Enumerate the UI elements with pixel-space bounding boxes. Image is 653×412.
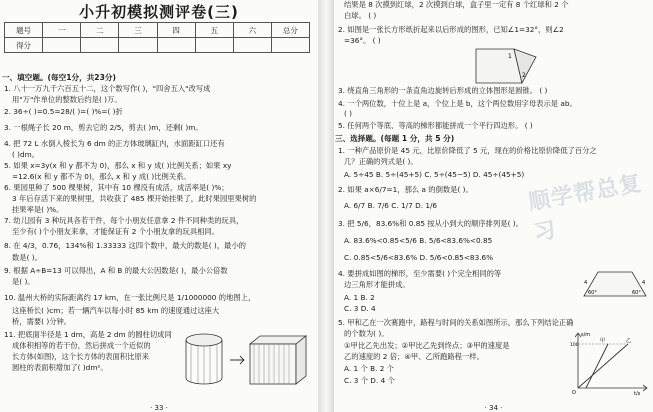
score-header-row <box>5 23 310 38</box>
folded-paper-figure <box>474 47 544 85</box>
page-title: 小升初模拟测评卷(三) <box>79 3 239 21</box>
question-line: 3. 把 5/6，83.6%和 0.85 按从小到大的顺序排列是( )。 <box>338 219 523 228</box>
question-line: =12.6(x 和 y 都不为 0)，那么 x 和 y 成( )比例关系。 <box>12 172 191 181</box>
score-cell: 题号 <box>5 23 43 38</box>
score-input-cell[interactable] <box>43 38 81 53</box>
question-line: 桥，需要( )分钟。 <box>12 317 72 326</box>
trapezoid-side-right: 4 <box>642 280 646 286</box>
question-line: 这座桥长( )cm；若一辆汽车以每小时 85 km 的速度通过这座大 <box>12 306 220 315</box>
option-line: A. 5÷45 B. 5÷(45+5) C. 5÷(45−5) D. 45÷(45+5) <box>344 170 525 179</box>
question-line: 9. 根据 A÷B=13 可以得出，A 和 B 的最大公因数是( )，最小公倍数 <box>4 266 228 275</box>
question-line: 几？正确的列式是( )。 <box>344 157 418 166</box>
graph-x-label: t/s <box>634 391 641 396</box>
question-line: 5. 甲和乙在一次赛跑中，路程与时间的关系如图所示，那么下列结论正确 <box>338 318 574 327</box>
question-line: =36°。 ( ) <box>344 36 381 45</box>
question-line: 结果是 8 次摸到红球，2 次摸到白球，盒子里一定有 8 个红球和 2 个 <box>344 0 569 9</box>
question-line: ①甲比乙先出发；②甲比乙先到终点；③甲的速度是 <box>344 341 510 350</box>
question-line: 2. 36÷( )=0.5=28/( )=( )%=( )折 <box>4 107 123 116</box>
question-line: 1. 八十一万九千六百五十二，这个数写作( )，"四舍五入"改写成 <box>4 84 211 93</box>
page-34 <box>334 0 653 412</box>
question-line: 2. 如果 a×6/7=1，那么 a 的倒数是( )。 <box>338 185 473 194</box>
question-line: 是( )。 <box>12 277 35 286</box>
question-line: 至少有( )个小朋友来拿，才能保证有 2 个小朋友拿的玩具相同。 <box>12 227 220 236</box>
question-line: 的个数为( )。 <box>344 329 389 338</box>
graph-origin: O <box>572 390 576 396</box>
option-line: C. 3 D. 4 <box>344 304 376 313</box>
question-line: ( ) <box>344 109 353 118</box>
graph-series-label-jia: 甲 <box>600 338 606 344</box>
option-line: A. 83.6%<0.85<5/6 B. 5/6<83.6%<0.85 <box>344 236 493 245</box>
question-line: 4. 要拼成如图的梯形，至少需要( )个完全相同的等 <box>338 269 502 278</box>
score-input-cell[interactable] <box>119 38 157 53</box>
graph-y-label: s/m <box>581 332 591 338</box>
question-line: 白球。 ( ) <box>344 11 377 20</box>
score-input-cell[interactable] <box>195 38 233 53</box>
option-line: A. 6/7 B. 7/6 C. 1/7 D. 1/6 <box>344 201 438 210</box>
question-line: ( )dm。 <box>12 150 40 159</box>
question-line: 10. 温州大桥的实际距离约 17 km，在一张比例尺是 1/1000000 的地图上， <box>4 293 256 302</box>
race-graph-figure <box>570 330 650 396</box>
score-cell: 得分 <box>5 38 43 53</box>
question-line: 5. 如果 x=3y(x 和 y 都不为 0)，那么 x 和 y 成( )比例关系；如果 xy <box>4 161 232 170</box>
score-table <box>4 22 310 53</box>
score-cell: 六 <box>233 23 271 38</box>
question-line: 3. 一根绳子长 20 m，剪去它的 2/5，剪去( )m，还剩( )m。 <box>4 123 203 132</box>
publisher-watermark: 顺学帮总复习 <box>526 171 645 247</box>
question-line: 7. 幼儿园有 3 种玩具各若干件，每个小朋友任意拿 2 件不同种类的玩具， <box>4 216 244 225</box>
trapezoid-side-left: 4 <box>584 280 588 286</box>
page-number: · 33 · <box>150 404 168 412</box>
svg-text:2: 2 <box>522 72 526 79</box>
score-cell: 三 <box>119 23 157 38</box>
option-line: A. 1 B. 2 <box>344 293 375 302</box>
section-heading: 三、选择题。(每题 1 分，共 5 分) <box>335 134 455 143</box>
option-line: C. 3 个 D. 4 个 <box>344 376 395 385</box>
question-line: 数是( )。 <box>12 253 42 262</box>
question-line: 2. 如图是一张长方形纸折起来以后形成的图形，已知∠1=32°，则∠2 <box>338 25 564 34</box>
question-line: 挂果率是( )%。 <box>12 205 64 214</box>
score-input-cell[interactable] <box>233 38 271 53</box>
svg-text:1: 1 <box>508 53 512 60</box>
question-line: 4. 一个两位数，十位上是 a，个位上是 b，这个两位数用字母表示是 ab。 <box>338 99 577 108</box>
trapezoid-figure <box>580 266 650 302</box>
question-line: 3 年后存活下来的果树里，共收获了 485 棵开始挂果了，此时果园里果树的 <box>12 194 257 203</box>
page-number: · 34 · <box>484 404 503 412</box>
cylinder-to-cuboid-figure <box>178 330 312 390</box>
question-line: 8. 在 4/3，0.76，134%和 1.33333 这四个数中，最大的数是( )，最小的 <box>4 241 246 250</box>
question-line: 用"万"作单位的整数后约是( )万。 <box>12 95 122 104</box>
question-line: 3. 绕直角三角形的一条直角边旋转后形成的立体图形是圆锥。 ( ) <box>338 86 548 95</box>
question-line: 乙的速度的 2 倍；④甲、乙所跑路程一样。 <box>344 352 484 361</box>
question-line: 4. 把 72 L 水倒入棱长为 6 dm 的正方体玻璃缸内，水面距缸口还有 <box>4 139 225 148</box>
trapezoid-angle-right: 60° <box>632 290 641 296</box>
option-line: C. 0.85<5/6<83.6% D. 5/6<0.85<83.6% <box>344 253 494 262</box>
question-line: 6. 果园里种了 500 棵果树，其中有 10 棵没有成活，成活率是( )%； <box>4 183 229 192</box>
score-input-cell[interactable] <box>271 38 309 53</box>
question-line: 11. 把底面半径是 1 dm，高是 2 dm 的圆柱切成同 <box>4 330 172 339</box>
score-cell: 五 <box>195 23 233 38</box>
score-input-cell[interactable] <box>81 38 119 53</box>
score-cell: 总分 <box>271 23 309 38</box>
score-value-row <box>5 38 310 53</box>
graph-distance-tick: 100 <box>570 343 579 348</box>
question-line: 1. 一种产品原价是 45 元，比原价降低了 5 元，现在的价格比原价降低了百分之 <box>338 146 597 155</box>
book-gutter <box>318 0 334 412</box>
question-line: 长方体(如图)，这个长方体的表面积比原来 <box>12 352 150 361</box>
score-cell: 二 <box>81 23 119 38</box>
page-33 <box>0 0 318 412</box>
option-line: A. 1 个 B. 2 个 <box>344 364 394 373</box>
question-line: 成体积相等的若干份，然后拼成一个近似的 <box>12 341 151 350</box>
score-input-cell[interactable] <box>157 38 195 53</box>
graph-series-label-yi: 乙 <box>626 338 632 344</box>
score-cell: 一 <box>43 23 81 38</box>
question-line: 边三角形才能拼成。 <box>344 280 410 289</box>
score-cell: 四 <box>157 23 195 38</box>
question-line: 5. 任何两个等底、等高的梯形都能拼成一个平行四边形。 ( ) <box>338 121 533 130</box>
section-heading: 一、填空题。(每空1分，共23分) <box>2 73 116 82</box>
trapezoid-angle-left: 60° <box>588 290 597 296</box>
question-line: 圆柱的表面积增加了( )dm²。 <box>12 363 108 372</box>
